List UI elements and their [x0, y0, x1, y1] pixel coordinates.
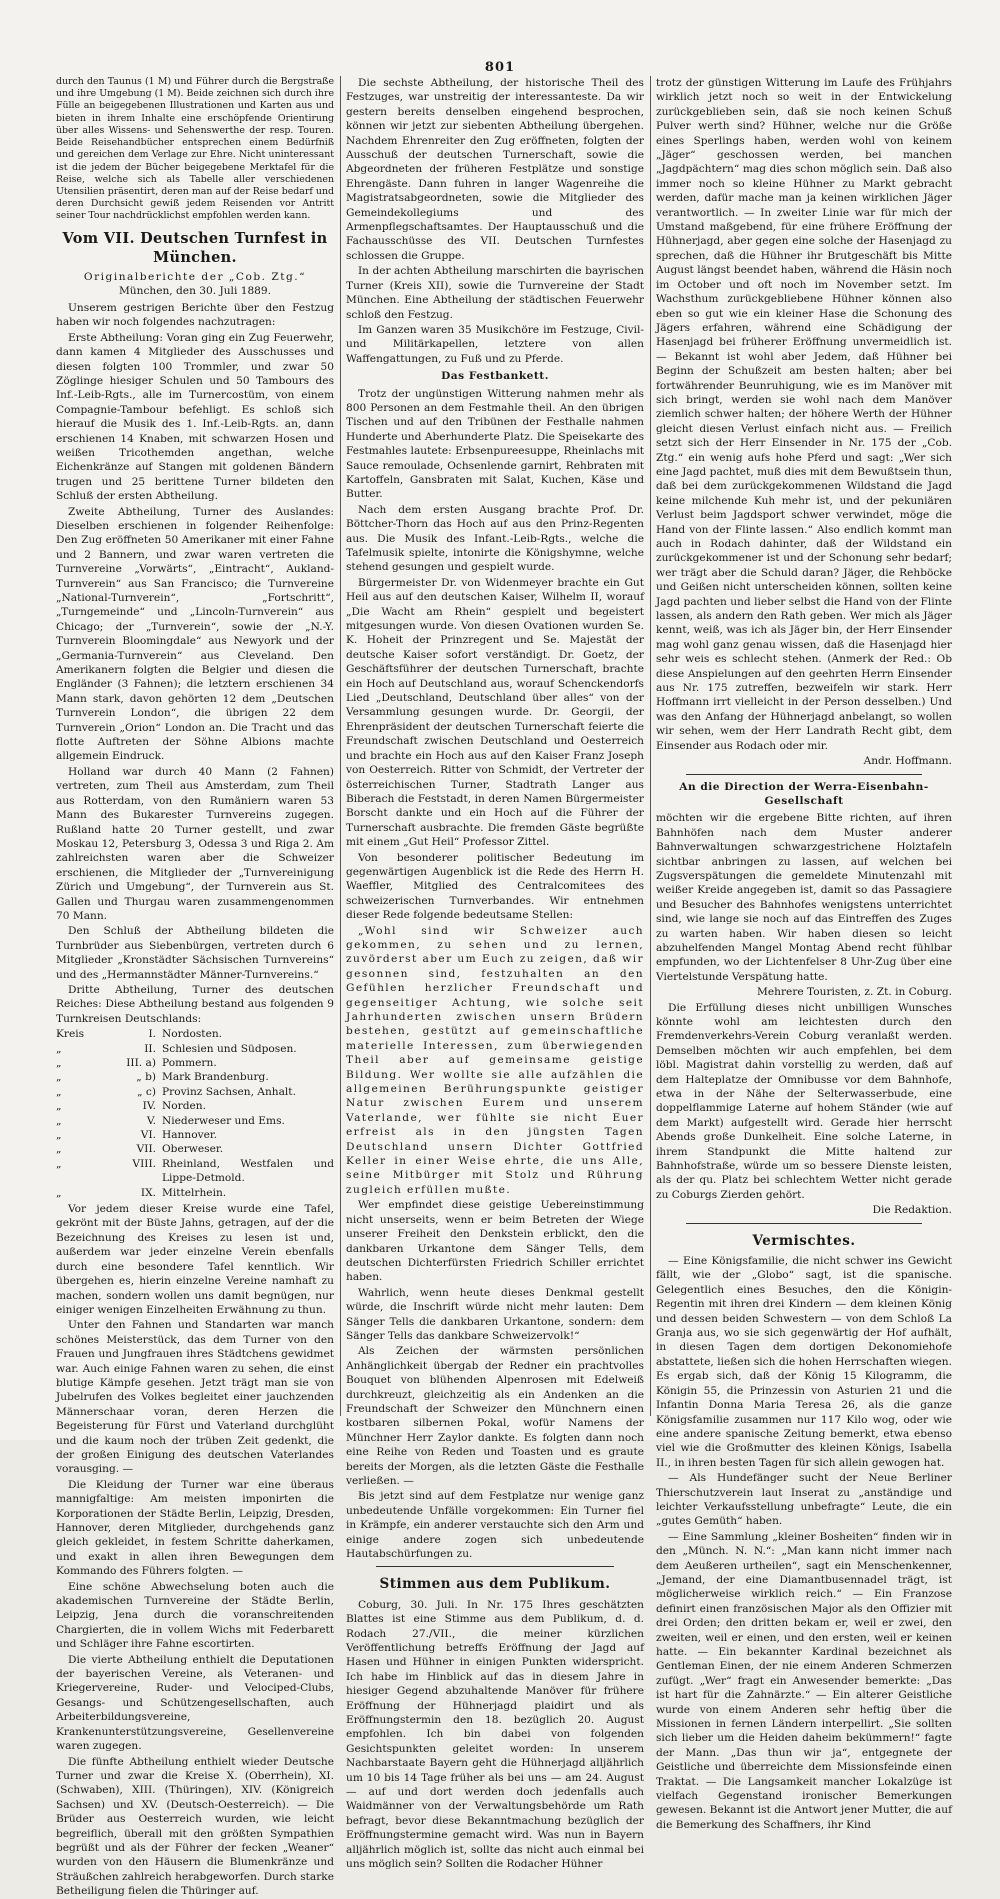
paragraph: — Eine Sammlung „kleiner Bosheiten“ finden wir in den „Münch. N. N.“: „Man kann nicht immer nach dem Aeußeren urtheilen“, sagt ein Menschenkenner, „Jemand, der eine Diamantbusennadel trägt, ist möglicherweise wirklich reich.“ — Ein Franzose definirt einen französischen Major als den Offizier mit drei Orden; den dritten bekam er, weil er zwei, den zweiten, weil er einen, und den ersten, weil er keinen hatte. — Ein bekannter Kardinal bezeichnet als Gentleman Einen, der nie einem Anderen Schmerzen zufügt. „Wer“ fragt ein Anwesender bemerkte: „Das ist hart für die Zahnärzte.“ — Ein alterer Geistliche wurde von einem Anderen sehr heftig über die Missionen in fernen Ländern interpellirt. „Sie sollten sich lieber um die Heiden daheim bekümmern!“ fagte der Mann. „Das thun wir ja“, entgegnete der Geistliche und überreichte dem Missionsfeinde einen Traktat. — Die Langsamkeit mancher Lokalzüge ist vielfach Gegenstand ironischer Bemerkungen gewesen. Bekannt ist die Antwort jener Mutter, die auf die Bemerkung des Schaffners, ihr Kind — [656, 1530, 952, 1831]
turnkreise-list — [56, 1027, 334, 1200]
paragraph: In der achten Abtheilung marschirten die bayrischen Turner (Kreis XII), sowie die Turnvereine der Stadt München. Eine Abtheilung der städtischen Feuerwehr schloß den Festzug. — [346, 265, 644, 321]
signature: Mehrere Touristen, z. Zt. in Coburg. — [757, 986, 952, 999]
list-item: „ VII. Oberweser. — [56, 1143, 224, 1156]
column-1 — [56, 76, 334, 1898]
list-item: „ VIII. Rheinland, Westfalen und Lippe-Detmold. — [56, 1157, 334, 1185]
divider — [686, 774, 922, 775]
paragraph: Holland war durch 40 Mann (2 Fahnen) vertreten, zum Theil aus Amsterdam, zum Theil aus Rotterdam, von den Rumäniern waren 53 Mann des Bukarester Turnvereins zugegen. Rußland hatte 20 Turner gestellt, und zwar Moskau 12, Petersburg 3, Odessa 3 und Riga 2. Am zahlreichsten waren aber die Schweizer erschienen, die Mitglieder der „Turnvereinigung Zürich und Umgebung“, der Turnverein aus St. Gallen und Thurgau waren zusammengenommen 70 Mann. — [56, 765, 334, 922]
article-subhead: Originalberichte der „Cob. Ztg.“ — [83, 271, 307, 284]
section-title: Vermischtes. — [752, 1232, 856, 1249]
paragraph: — Als Hundefänger sucht der Neue Berliner Thierschutzverein laut Inserat zu „anständige und leichter Verkaufsstellung unbefragte“ Leute, die ein „gutes Gemüth“ haben. — [656, 1472, 952, 1528]
list-item: „ „ c) Provinz Sachsen, Anhalt. — [56, 1085, 296, 1098]
paragraph: Die vierte Abtheilung enthielt die Deputationen der bayerischen Vereine, als Veteranen- und Kriegervereine, Ruder- und Velociped-Clubs, Gesangs- und Schützengesellschaften, auch Arbeiterbildungsvereine, Krankenunterstützungsvereine, Gesellenvereine waren zugegen. — [56, 1653, 334, 1753]
paragraph: Vor jedem dieser Kreise wurde eine Tafel, gekrönt mit der Büste Jahns, getragen, auf der die Bezeichnung des Kreises zu lesen ist und, außerdem war jeder einzelne Verein ebenfalls durch eine besondere Tafel kenntlich. Wir übergehen es, hierin einzelne Vereine namhaft zu machen, sondern wollen uns damit begnügen, nur einiger wenigen Einzelheiten Erwähnung zu thun. — [56, 1203, 334, 1316]
divider — [686, 1223, 922, 1224]
divider — [376, 1566, 614, 1567]
list-item: „ IX. Mittelrhein. — [56, 1186, 227, 1199]
paragraph: Die Erfüllung dieses nicht unbilligen Wunsches könnte wohl am leichtesten durch den Fremdenverkehrs-Verein Coburg veranlaßt werden. Demselben möchten wir auch empfehlen, bei dem löbl. Magistrat dahin vorstellig zu werden, daß auf dem Halteplatze der Omnibusse vor dem Bahnhofe, etwa in der Nähe der Selterwasserbude, eine doppelflammige Laterne auf hohem Ständer (wie auf dem Markt) aufgestellt wird. Gerade hier herrscht Abends große Dunkelheit. Eine solche Laterne, in ihrem Standpunkt die Mitte haltend zur Bahnhofstraße, würde um so bessere Dienste leisten, als der qu. Platz bei schlechtem Wetter nicht gerade zu Coburgs Zierden gehört. — [656, 1001, 952, 1201]
list-item: Kreis I. Nordosten. — [56, 1028, 223, 1041]
paragraph: Die fünfte Abtheilung enthielt wieder Deutsche Turner und zwar die Kreise X. (Oberrhein), XI. (Schwaben), XIII. (Thüringen), XIV. (Königreich Sachsen) und XV. (Deutsch-Oesterreich). — Die Brüder aus Oesterreich wurden, wie leicht begreiflich, überall mit den größten Sympathien begrüßt und als der Führer der fecken „Weaner“ wurden von den Häusern die Blumenkränze und Sträußchen zahlreich herabgeworfen. Durch starke Betheiligung fielen die Thüringer auf. — [56, 1755, 334, 1898]
paragraph: Nach dem ersten Ausgang brachte Prof. Dr. Böttcher-Thorn das Hoch auf aus den Prinz-Regenten aus. Die Musik des Infant.-Leib-Rgts., welche die Tafelmusik spielte, intonirte die Königshymne, welche stehend gesungen und gespielt wurde. — [346, 503, 644, 574]
paragraph: möchten wir die ergebene Bitte richten, auf ihren Bahnhöfen nach dem Muster anderer Bahnverwaltungen schwarzgestrichene Holztafeln sichtbar anbringen zu lassen, auf welchen bei Zugsverspätungen die gemeldete Minutenzahl mit weißer Kreide angegeben ist, damit so das Passagiere und Besucher des Bahnhofes wenigstens unterrichtet sind, wie lange sie noch auf das Eintreffen des Zuges zu warten haben. Wir haben diesen so leicht abzuhelfenden Mangel Montag Abend recht fühlbar empfunden, wo der Lichtenfelser 8 Uhr-Zug über eine Viertelstunde Verspätung hatte. — [656, 812, 952, 983]
paragraph: Bürgermeister Dr. von Widenmeyer brachte ein Gut Heil aus auf den deutschen Kaiser, Wilhelm II, worauf „Die Wacht am Rhein“ gespielt und begeistert mitgesungen wurde. Von diesen Ovationen wurden Se. K. Hoheit der Prinzregent und Se. Majestät der deutsche Kaiser sofort verständigt. Dr. Goetz, der Geschäftsführer der deutschen Turnerschaft, brachte ein Hoch auf Deutschland aus, worauf Schenckendorfs Lied „Deutschland, Deutschland über alles“ von der Versammlung gesungen wurde. Dr. Georgii, der Ehrenpräsident der deutschen Turnerschaft feierte die Freundschaft zwischen Deutschland und Oesterreich und brachte ein Hoch aus auf den Kaiser Franz Joseph von Oesterreich. Ritter von Schmidt, der Vertreter der österreichischen Turner, Stadtrath Langer aus Biberach die Feststadt, in deren Namen Bürgermeister Borscht dankte und ein Hoch auf die Führer der Turnerschaft ausbrachte. Die fremden Gäste begrüßte mit einem „Gut Heil“ Professor Zittel. — [346, 576, 644, 849]
paragraph: Dritte Abtheilung, Turner des deutschen Reiches: Diese Abtheilung bestand aus folgenden 9 Turnkreisen Deutschlands: — [56, 983, 334, 1025]
paragraph: Zweite Abtheilung, Turner des Auslandes: Dieselben erschienen in folgender Reihenfolge: Den Zug eröffneten 50 Amerikaner mit einer Fahne und 2 Bannern, und zwar waren vertreten die Turnvereine „Vorwärts“, „Eintracht“, Aukland-Turnverein“ aus San Francisco; die Turnvereine „National-Turnverein“, „Fortschritt“, „Turngemeinde“ und „Lincoln-Turnverein“ aus Chicago; der „Turnverein“, sowie der „N.-Y. Turnverein Bloomingdale“ aus Newyork und der „Germania-Turnverein“ aus Cleveland. Den Amerikanern folgten die Belgier und diesen die Engländer (3 Fahnen); die letztern erschienen 34 Mann stark, davon gehörten 12 dem „Deutschen Turnverein London“, die übrigen 22 dem Turnverein „Orion“ London an. Die Tracht und das flotte Auftreten der Söhne Albions machte allgemein Eindruck. — [56, 505, 334, 763]
paragraph: Bis jetzt sind auf dem Festplatze nur wenige ganz unbedeutende Unfälle vorgekommen: Ein Turner fiel in Krämpfe, ein anderer verstauchte sich den Arm und einige andere zogen sich unbedeutende Hautabschürfungen zu. — [346, 1490, 644, 1561]
paragraph: Den Schluß der Abtheilung bildeten die Turnbrüder aus Siebenbürgen, vertreten durch 6 Mitglieder „Kronstädter Sächsischen Turnvereins“ und des „Hermannstädter Männer-Turnvereins.“ — [56, 925, 334, 981]
paragraph: Eine schöne Abwechselung boten auch die akademischen Turnvereine der Städte Berlin, Leipzig, Jena durch die voranschreitenden Chargierten, die in vollem Wichs mit Federbarett und Schläger ihre Fahne escortirten. — [56, 1580, 334, 1651]
column-rule — [340, 76, 341, 1416]
paragraph: Als Zeichen der wärmsten persönlichen Anhänglichkeit übergab der Redner ein prachtvolles Bouquet von blühenden Alpenrosen mit Edelweiß durchkreuzt, gleichzeitig als ein Andenken an die Freundschaft der Schweizer den Münchnern einen kostbaren silbernen Pokal, wofür Namens der Münchner Herr Zaylor dankte. Es folgten dann noch eine Reihe von Reden und Toasten und es graute bereits der Morgen, als die letzten Gäste die Festhalle verließen. — — [346, 1345, 644, 1487]
signature: Die Redaktion. — [872, 1204, 952, 1217]
paragraph: trotz der günstigen Witterung im Laufe des Frühjahrs wirklich jetzt noch so weit in der Entwickelung zurückgeblieben sein, daß sie noch keinen Schuß Pulver werth sind? Hühner, welche nur die Größe eines Sperlings haben, werden wohl von keinem „Jäger“ geschossen werden, bei manchen „Jagdpächtern“ mag dies schon möglich sein. Daß also immer noch so kleine Hühner zu Markt gebracht werden, dafür mache man ja keinen wirklichen Jäger verantwortlich. — In zweiter Linie war für mich der Umstand maßgebend, für eine frühere Eröffnung der Hühnerjagd, aber gegen eine solche der Hasenjagd zu sprechen, daß die Hühner ihr Brutgeschäft bis Mitte August längst beendet haben, während die Häsin noch im October und oft noch im November setzt. Im Wachsthum zurückgebliebene Hühner können also eben so gut wie ein kleiner Hase die Schonung des Jägers erfahren, während eine Schädigung der Hasenjagd bei früherer Eröffnung unvermeidlich ist. — Bekannt ist wohl aber Jedem, daß Hühner bei Beginn der Schußzeit am besten halten; aber bei fortwährender Beunruhigung, wie es im Manöver mit sich bringt, werden sie wohl nach dem Manöver ziemlich schwer halten; der höhere Werth der Hühner gleicht diesen Verlust einfach nicht aus. — Freilich setzt sich der Herr Einsender in Nr. 175 der „Cob. Ztg.“ ein wenig aufs hohe Pferd und sagt: „Wer sich eine Jagd pachtet, muß dies mit dem Bewußtsein thun, daß bei dem zurückgekommenen Wildstand die Jagd keine milchende Kuh mehr ist, und der pekuniären Verlust beim Jagdsport schwer verwindet, möge die Hand von der Flinte lassen.“ Also endlich kommt man auch in Rodach dahinter, daß der Wildstand ein zurückgekommener ist und der Schonung sehr bedarf; wer trägt aber die Schuld daran? Jäger, die Rehböcke und Geißen nicht unterscheiden können, sollten keine Jagd pachten und lieber selbst die Hand von der Flinte lassen, als andern den Rath geben. Wer mich als Jäger kennt, weiß, was ich als Jäger bin, der Herr Einsender mag wohl ganz genau wissen, daß die Hasenjagd hier sehr weis es schlecht stehen. (Anmerk der Red.: Ob diese Anspielungen auf den geehrten Herrn Einsender aus Nr. 175 zutreffen, bezweifeln wir stark. Herr Hoffmann irrt vielleicht in der Person desselben.) Und was den Anfang der Hühnerjagd anbelangt, so wollen wir sehen, wem der Herr Landrath Recht gibt, dem Einsender aus Rodach oder mir. — [656, 77, 952, 752]
paragraph: Wahrlich, wenn heute dieses Denkmal gestellt würde, die Inschrift würde nicht mehr lauten: Dem Sänger Tells die dankbaren Urkantone, sondern: dem Sänger Tells das dankbare Schweizervolk!“ — [346, 1286, 644, 1342]
section-title: Stimmen aus dem Publikum. — [379, 1576, 611, 1593]
paragraph: Die Kleidung der Turner war eine überaus mannigfaltige: Am meisten imponirten die Korporationen der Städte Berlin, Leipzig, Dresden, Hannover, deren Mitglieder, durchgehends ganz gleich gekleidet, in festem Schritte daherkamen, und exakt in allen ihren Bewegungen dem Kommando des Führers folgten. — — [56, 1478, 334, 1578]
quoted-speech: „Wohl sind wir Schweizer auch gekommen, zu sehen und zu lernen, zuvörderst aber um Euch zu zeigen, daß wir gesonnen sind, festzuhalten an den Gefühlen herzlicher Freundschaft und gegenseitiger Achtung, wie solche seit Jahrhunderten zwischen unsern Brüdern bestehen, gestützt auf gemeinschaftliche materielle Interessen, zum überwiegenden Theil aber auf gemeinsame geistige Bildung. Wer wollte sie alle aufzählen die allgemeinen Berührungspunkte geistiger Natur zwischen Eurem und unserem Vaterlande, wer fühlte sie nicht Euer erfreist als in den jüngsten Tagen Deutschland unsern Dichter Gottfried Keller in einer Weise ehrte, die uns Alle, seine Mitbürger mit Stolz und Rührung zugleich erfüllen mußte. — [346, 924, 644, 1196]
page-number: 801 — [484, 60, 516, 75]
paragraph: Die sechste Abtheilung, der historische Theil des Festzuges, war unstreitig der interessanteste. Da wir gestern bereits denselben eingehend besprochen, können wir jetzt zur siebenten Abtheilung übergehen. Nachdem Ehrenreiter den Zug eröffneten, folgten der Ausschuß der deutschen Turnerschaft, sowie die Abgeordneten der früheren Festplätze und sonstige Ehrengäste. Dann fuhren in langer Wagenreihe die Magistratsabgeordneten, sowie die Mitglieder des Gemeindekollegiums und des Armenpflegschaftsamtes. Der Hauptausschuß und die Fachausschüsse des VII. Deutschen Turnfestes schlossen die Gruppe. — [346, 77, 644, 262]
column-rule — [650, 76, 651, 1416]
list-item: „ III. a) Pommern. — [56, 1057, 217, 1069]
section-title: An die Direction der Werra-Eisenbahn-Gesellschaft — [679, 780, 929, 807]
paragraph: Unserem gestrigen Berichte über den Festzug haben wir noch folgendes nachzutragen: — [56, 301, 334, 329]
column-3 — [656, 76, 952, 1831]
list-item: „ II. Schlesien und Südposen. — [56, 1042, 297, 1055]
list-item: „ „ b) Mark Brandenburg. — [56, 1071, 269, 1084]
section-title: Das Festbankett. — [441, 370, 549, 383]
list-item: „ V. Niederweser und Ems. — [56, 1114, 285, 1127]
paragraph: Wer empfindet diese geistige Uebereinstimmung nicht unserseits, wenn er beim Betreten der Wiege unserer Freiheit den Denkstein erblickt, den die dankbaren Urkantone dem Sänger Tells, dem deutschen Dichterfürsten Friedrich Schiller errichtet haben. — [346, 1199, 644, 1284]
list-item: „ VI. Hannover. — [56, 1129, 218, 1142]
paragraph: Coburg, 30. Juli. In Nr. 175 Ihres geschätzten Blattes ist eine Stimme aus dem Publikum, d. d. Rodach 27./VII., die meiner kürzlichen Veröffentlichung betreffs Eröffnung der Jagd auf Hasen und Hühner in einigen Punkten widerspricht. Ich habe im Hinblick auf das in diesem Jahre in hiesiger Gegend abzuhaltende Manöver für frühere Eröffnung der Hühnerjagd plaidirt und als Eröffnungstermin den 18. bezüglich 20. August empfohlen. Ich bin dabei von folgenden Gesichtspunkten geleitet worden: In unserem Nachbarstaate Bayern geht die Hühnerjagd alljährlich um 10 bis 14 Tage früher als bei uns — am 24. August — auf und dort werden doch jedenfalls auch Waidmänner von der Verwaltungsbehörde um Rath befragt, bevor diese Bekanntmachung bezüglich der Eröffnungstermine gemacht wird. Was nun in Bayern alljährlich möglich ist, sollte das nicht auch einmal bei uns möglich sein? Sollten die Rodacher Hühner — [346, 1598, 644, 1871]
signature: Andr. Hoffmann. — [863, 755, 952, 768]
paragraph: Im Ganzen waren 35 Musikchöre im Festzuge, Civil- und Militärkapellen, letztere von allen Waffengattungen, zu Fuß und zu Pferde. — [346, 323, 644, 365]
paragraph: Erste Abtheilung: Voran ging ein Zug Feuerwehr, dann kamen 4 Mitglieder des Ausschusses und diesen folgten 100 Trommler, und zwar 50 Zöglinge hiesiger Schulen und 50 Tambours des Inf.-Leib-Rgts., alle im Turnercostüm, von einem Compagnie-Tambour befehligt. Es schloß sich hierauf die Musik des 1. Inf.-Leib-Rgts. an, dann erschienen 14 Knaben, mit schwarzen Hosen und weißen Tricothemden angethan, welche Eichenkränze auf Stangen mit goldenen Bändern trugen und 25 berittene Turner bildeten den Schluß der ersten Abtheilung. — [56, 331, 334, 503]
paragraph: Trotz der ungünstigen Witterung nahmen mehr als 800 Personen an dem Festmahle theil. An den übrigen Tischen und auf den Tribünen der Festhalle nahmen Hunderte und Aberhunderte Platz. Die Speisekarte des Festmahles lautete: Erbsenpureesuppe, Rheinlachs mit Sauce remoulade, Ochsenlende garnirt, Rehbraten mit Kartoffeln, Gansbraten mit Salat, Kuchen, Käse und Butter. — [346, 387, 644, 501]
column-2 — [346, 76, 644, 1871]
list-item: „ IV. Norden. — [56, 1100, 206, 1113]
article-dateline: München, den 30. Juli 1889. — [118, 285, 272, 298]
book-notice: durch den Taunus (1 M) und Führer durch die Bergstraße und ihre Umgebung (1 M). Beide zeichnen sich durch ihre Fülle an beigegebenen Illustrationen und Karten aus und bieten in ihrem Inhalte eine erschöpfende Orientirung über alles Wissens- und Sehenswerthe der resp. Touren. Beide Reisehandbücher entsprechen einem Bedürfniß und gereichen dem Verlage zur Ehre. Nicht uninteressant ist die jedem der Bücher beigegebene Merktafel für die Reise, welche sich als Tabelle aller verschiedenen Utensilien präsentirt, deren man auf der Reise bedarf und deren Durchsicht gewiß jedem Reisenden vor Antritt seiner Tour nachdrücklichst empfohlen werden kann. — [56, 76, 334, 222]
paragraph: Von besonderer politischer Bedeutung im gegenwärtigen Augenblick ist die Rede des Herrn H. Waeffler, Mitglied des Centralcomitees des schweizerischen Turnverbandes. Wir entnehmen dieser Rede folgende bedeutsame Stellen: — [346, 851, 644, 922]
paragraph: — Eine Königsfamilie, die nicht schwer ins Gewicht fällt, wie der „Globo“ sagt, ist die spanische. Gelegentlich eines Besuches, den die Königin-Regentin mit ihren drei Kindern — dem kleinen König und dessen beiden Schwestern — von dem Schloß La Granja aus, wo sie sich gegenwärtig der Hof aufhält, in diesen Tagen dem dortigen Dekonomiehofe abstattete, ließen sich die hohen Herrschaften wiegen. Es ergab sich, daß der König 15 Kilogramm, die Königin 55, die Prinzessin von Asturien 21 und die Infantin Donna Maria Teresa 26, als die ganze Königsfamilie zusammen nur 117 Kilo wog, oder wie eine andere spanische Zeitung bemerkt, etwa ebenso viel wie die Großmutter des kleinen Königs, Isabella II., in ihren besten Tagen für sich allein gewogen hat. — [656, 1255, 952, 1469]
paragraph: Unter den Fahnen und Standarten war manch schönes Meisterstück, das dem Turner von den Frauen und Jungfrauen ihres Städtchens gewidmet war. Auch einige Fahnen waren zu sehen, die einst blutige Kämpfe gesehen. Jetzt trägt man sie von Jubelrufen des Volkes begleitet einer jauchzenden Männerschaar voran, deren Herzen die Begeisterung für Fürst und Vaterland durchglüht und die kaum noch der trüben Zeit gedenkt, die der großen Einigung des deutschen Vaterlandes vorausging. — — [56, 1319, 334, 1476]
article-headline: Vom VII. Deutschen Turnfest in München. — [62, 229, 328, 267]
